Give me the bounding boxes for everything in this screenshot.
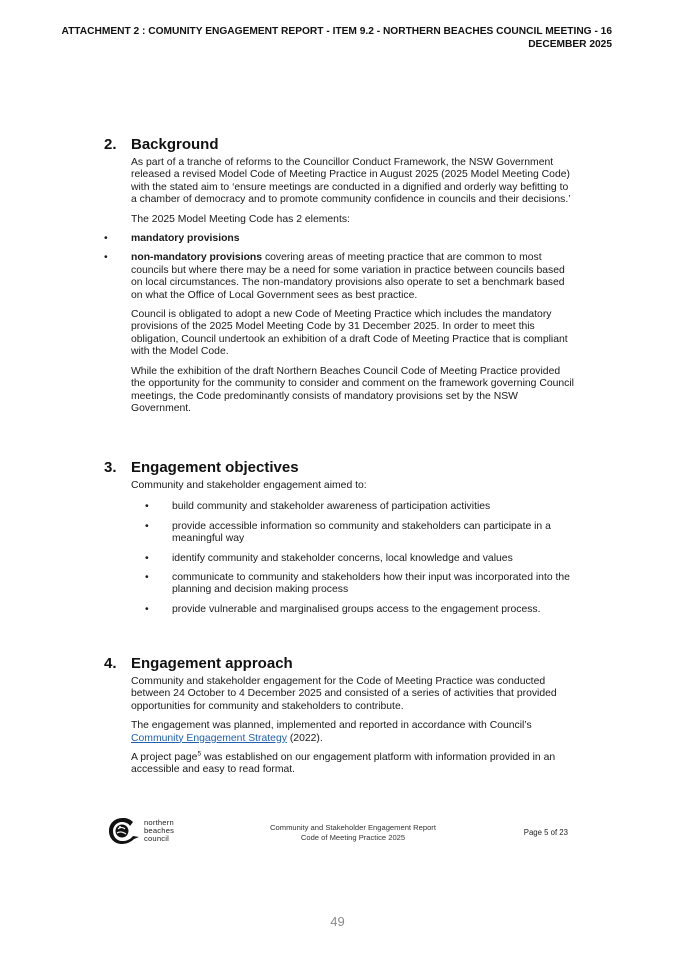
- list-item: • mandatory provisions: [104, 233, 240, 245]
- paragraph: A project page$^5$ was established on our engagement platform with information provided in an accessible and easy to read format.: [131, 750, 556, 776]
- section-title: Background: [131, 136, 219, 153]
- elements-list: [104, 233, 574, 302]
- section-heading: [104, 655, 574, 672]
- attachment-header: [12, 26, 612, 51]
- community-engagement-strategy-link[interactable]: Community Engagement Strategy: [131, 732, 287, 744]
- page-number: 49: [330, 914, 345, 929]
- page-footer: [108, 814, 572, 850]
- section-number: 3.: [104, 459, 117, 476]
- footer-page-label: Page 5 of 23: [523, 828, 568, 837]
- section-heading: [104, 459, 574, 476]
- bullet-icon: •: [145, 501, 149, 513]
- header-line-2: DECEMBER 2025: [528, 38, 612, 50]
- list-item: • provide vulnerable and marginalised groups access to the engagement process.: [145, 603, 541, 615]
- paragraph: Community and stakeholder engagement for the Code of Meeting Practice was conducted between 24 October to 4 December 2025 and consisted of a series of activities that provided opportunities for community and stakeholders to contribute.: [131, 676, 557, 712]
- paragraph: The engagement was planned, implemented and reported in accordance with Council’s Community Engagement Strategy (2022).: [131, 720, 532, 744]
- footer-report-title: Community and Stakeholder Engagement Report Code of Meeting Practice 2025: [270, 823, 436, 842]
- paragraph: Community and stakeholder engagement aimed to:: [131, 480, 367, 491]
- paragraph: Council is obligated to adopt a new Code of Meeting Practice which includes the mandatory provisions of the 2025 Model Meeting Code by 31 December 2025. In order to meet this obligation, Council undertook an exhibition of a draft Code of Meeting Practice that is compliant with the Model Code.: [131, 309, 568, 358]
- bullet-icon: •: [145, 552, 149, 564]
- section-number: 4.: [104, 655, 117, 672]
- footnote-reference[interactable]: 5: [197, 750, 202, 758]
- list-item: • communicate to community and stakeholders how their input was incorporated into the planning and decision making process: [145, 572, 570, 596]
- section-engagement-objectives: [104, 459, 574, 623]
- section-heading: [104, 136, 574, 153]
- paragraph: While the exhibition of the draft Northern Beaches Council Code of Meeting Practice provided the opportunity for the community to consider and comment on the framework governing Council meetings, the Code predominantly consists of mandatory provisions set by the NSW Government.: [131, 365, 574, 414]
- paragraph: As part of a tranche of reforms to the Councillor Conduct Framework, the NSW Government released a revised Model Code of Meeting Practice in August 2025 (2025 Model Meeting Code) with the stated aim to ‘ensure meetings are conducted in a dignified and orderly way befitting to a chamber of democracy and to promote community confidence in councils and their decisions.’: [131, 157, 571, 206]
- list-item: • build community and stakeholder awareness of participation activities: [145, 501, 491, 513]
- section-background: [104, 136, 574, 422]
- list-item: • non-mandatory provisions covering areas of meeting practice that are common to most councils but where there may be a need for some variation in practice between councils based on local circumstances. The non-mandatory provisions also operate to set a benchmark based on what the Office of Local Government sees as best practice.: [104, 252, 565, 301]
- bullet-icon: •: [145, 520, 149, 532]
- bullet-icon: •: [104, 233, 108, 245]
- header-line-1: ATTACHMENT 2 : COMUNITY ENGAGEMENT REPORT - ITEM 9.2 - NORTHERN BEACHES COUNCIL MEETING - 16: [61, 26, 612, 37]
- bullet-icon: •: [104, 252, 108, 264]
- objectives-list: [131, 501, 574, 616]
- bullet-icon: •: [145, 572, 149, 584]
- section-number: 2.: [104, 136, 117, 153]
- wave-logo-icon: [108, 816, 140, 846]
- list-item: • provide accessible information so community and stakeholders can participate in a meaningful way: [145, 520, 551, 545]
- bullet-icon: •: [145, 603, 149, 615]
- section-title: Engagement objectives: [131, 459, 299, 476]
- section-title: Engagement approach: [131, 655, 293, 672]
- council-logo: [108, 816, 174, 846]
- list-item: • identify community and stakeholder concerns, local knowledge and values: [145, 552, 513, 564]
- section-engagement-approach: [104, 655, 574, 784]
- paragraph: The 2025 Model Meeting Code has 2 elements:: [131, 213, 350, 225]
- logo-wordmark: northern beaches council: [144, 817, 175, 844]
